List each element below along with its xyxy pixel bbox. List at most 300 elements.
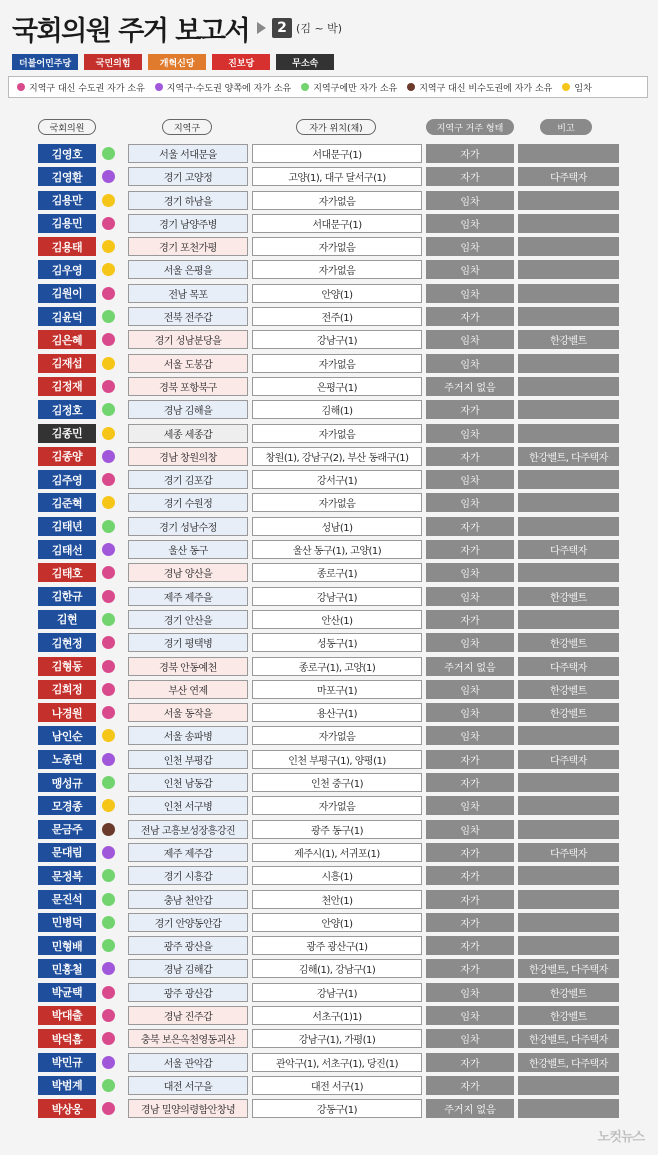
residence-cell: 자가 [426, 447, 514, 466]
ownership-dot-icon [102, 613, 115, 626]
residence-cell: 임차 [426, 237, 514, 256]
ownership-dot-icon [102, 496, 115, 509]
location-cell: 안산(1) [252, 610, 422, 629]
ownership-dot-icon [102, 1102, 115, 1115]
residence-cell: 임차 [426, 680, 514, 699]
table-row [0, 561, 658, 584]
district-cell: 제주 제주을 [128, 587, 248, 606]
member-name: 박덕흠 [38, 1029, 96, 1048]
ownership-dot-icon [102, 823, 115, 836]
table-row [0, 608, 658, 631]
member-name: 김은혜 [38, 330, 96, 349]
member-name: 박범계 [38, 1076, 96, 1095]
ownership-dot-icon [102, 543, 115, 556]
location-cell: 천안(1) [252, 890, 422, 909]
member-name: 김용태 [38, 237, 96, 256]
note-cell: 한강벨트 [518, 330, 619, 349]
ownership-dot-icon [102, 357, 115, 370]
legend-label: 지역구에만 자가 소유 [313, 83, 398, 94]
district-cell: 인천 서구병 [128, 796, 248, 815]
ownership-dot-icon [102, 590, 115, 603]
residence-cell: 임차 [426, 470, 514, 489]
ownership-dot-icon [102, 962, 115, 975]
ownership-dot-icon [102, 194, 115, 207]
note-cell [518, 191, 619, 210]
table-row [0, 189, 658, 212]
note-cell: 한강벨트, 다주택자 [518, 1053, 619, 1072]
residence-cell: 자가 [426, 843, 514, 862]
district-cell: 경기 시흥갑 [128, 866, 248, 885]
ownership-dot-icon [102, 1032, 115, 1045]
location-cell: 은평구(1) [252, 377, 422, 396]
residence-cell: 임차 [426, 493, 514, 512]
ownership-dot-icon [102, 170, 115, 183]
table-row [0, 235, 658, 258]
note-cell [518, 610, 619, 629]
member-name: 김우영 [38, 260, 96, 279]
location-cell: 자가없음 [252, 237, 422, 256]
member-name: 김한규 [38, 587, 96, 606]
residence-cell: 자가 [426, 307, 514, 326]
header-note: 비고 [540, 119, 592, 135]
note-cell: 다주택자 [518, 843, 619, 862]
residence-cell: 임차 [426, 284, 514, 303]
note-cell [518, 354, 619, 373]
location-cell: 자가없음 [252, 796, 422, 815]
note-cell: 다주택자 [518, 540, 619, 559]
residence-cell: 자가 [426, 750, 514, 769]
district-cell: 인천 남동갑 [128, 773, 248, 792]
ownership-dot-icon [102, 660, 115, 673]
legend-dot-icon [301, 83, 309, 91]
party-badge: 국민의힘 [84, 54, 142, 70]
ownership-dot-icon [102, 333, 115, 346]
district-cell: 인천 부평갑 [128, 750, 248, 769]
member-name: 김용만 [38, 191, 96, 210]
location-cell: 전주(1) [252, 307, 422, 326]
district-cell: 전남 고흥보성장흥강진 [128, 820, 248, 839]
location-cell: 고양(1), 대구 달서구(1) [252, 167, 422, 186]
member-name: 김정재 [38, 377, 96, 396]
header-residence: 지역구 거주 형태 [426, 119, 514, 135]
ownership-dot-icon [102, 986, 115, 999]
table-row [0, 305, 658, 328]
note-cell: 다주택자 [518, 657, 619, 676]
district-cell: 서울 은평을 [128, 260, 248, 279]
table-row [0, 957, 658, 980]
residence-cell: 임차 [426, 983, 514, 1002]
location-cell: 김해(1), 강남구(1) [252, 959, 422, 978]
district-cell: 경기 안산을 [128, 610, 248, 629]
note-cell [518, 913, 619, 932]
ownership-dot-icon [102, 893, 115, 906]
district-cell: 서울 송파병 [128, 726, 248, 745]
member-name: 김용민 [38, 214, 96, 233]
location-cell: 용산구(1) [252, 703, 422, 722]
district-cell: 경기 평택병 [128, 633, 248, 652]
members-table [0, 142, 658, 1120]
table-row [0, 258, 658, 281]
residence-cell: 임차 [426, 330, 514, 349]
table-row [0, 352, 658, 375]
member-name: 김형동 [38, 657, 96, 676]
location-cell: 서대문구(1) [252, 144, 422, 163]
party-badge: 진보당 [212, 54, 270, 70]
note-cell: 한강벨트 [518, 703, 619, 722]
district-cell: 전북 전주갑 [128, 307, 248, 326]
residence-cell: 자가 [426, 167, 514, 186]
ownership-dot-icon [102, 1079, 115, 1092]
residence-cell: 임차 [426, 214, 514, 233]
header-name: 국회의원 [38, 119, 96, 135]
legend-label: 지역구 대신 수도권 자가 소유 [29, 83, 145, 94]
note-cell [518, 866, 619, 885]
ownership-dot-icon [102, 1056, 115, 1069]
residence-cell: 주거지 없음 [426, 377, 514, 396]
legend-label: 지역구 대신 비수도권에 자가 소유 [419, 83, 553, 94]
party-badge: 개혁신당 [148, 54, 206, 70]
district-cell: 광주 광산갑 [128, 983, 248, 1002]
ownership-dot-icon [102, 403, 115, 416]
table-row [0, 864, 658, 887]
member-name: 민형배 [38, 936, 96, 955]
location-cell: 강남구(1), 가평(1) [252, 1029, 422, 1048]
residence-cell: 임차 [426, 1006, 514, 1025]
ownership-dot-icon [102, 427, 115, 440]
residence-cell: 임차 [426, 563, 514, 582]
location-cell: 광주 광산구(1) [252, 936, 422, 955]
legend-item [155, 81, 291, 94]
table-row [0, 538, 658, 561]
location-cell: 자가없음 [252, 260, 422, 279]
location-cell: 서대문구(1) [252, 214, 422, 233]
table-row [0, 398, 658, 421]
residence-cell: 임차 [426, 726, 514, 745]
ownership-dot-icon [102, 520, 115, 533]
residence-cell: 임차 [426, 1029, 514, 1048]
ownership-dot-icon [102, 869, 115, 882]
table-row [0, 841, 658, 864]
residence-cell: 임차 [426, 633, 514, 652]
table-row [0, 818, 658, 841]
table-row [0, 771, 658, 794]
residence-cell: 자가 [426, 400, 514, 419]
member-name: 문정복 [38, 866, 96, 885]
residence-cell: 임차 [426, 796, 514, 815]
location-cell: 자가없음 [252, 424, 422, 443]
note-cell [518, 284, 619, 303]
member-name: 김정호 [38, 400, 96, 419]
member-name: 김태년 [38, 517, 96, 536]
ownership-dot-icon [102, 450, 115, 463]
location-cell: 관악구(1), 서초구(1), 당진(1) [252, 1053, 422, 1072]
note-cell [518, 1099, 619, 1118]
location-cell: 자가없음 [252, 493, 422, 512]
residence-cell: 임차 [426, 260, 514, 279]
district-cell: 부산 연제 [128, 680, 248, 699]
table-row [0, 165, 658, 188]
residence-cell: 자가 [426, 936, 514, 955]
member-name: 김희정 [38, 680, 96, 699]
table-row [0, 328, 658, 351]
member-name: 김재섭 [38, 354, 96, 373]
member-name: 김현정 [38, 633, 96, 652]
legend-item [17, 81, 145, 94]
district-cell: 서울 서대문을 [128, 144, 248, 163]
ownership-dot-icon [102, 240, 115, 253]
table-row [0, 1027, 658, 1050]
ownership-dot-icon [102, 566, 115, 579]
header-location: 자가 위치(채) [296, 119, 376, 135]
location-cell: 안양(1) [252, 284, 422, 303]
table-row [0, 794, 658, 817]
district-cell: 경기 김포갑 [128, 470, 248, 489]
member-name: 김영환 [38, 167, 96, 186]
watermark-logo: 노컷뉴스 [597, 1130, 644, 1145]
ownership-dot-icon [102, 753, 115, 766]
member-name: 김현 [38, 610, 96, 629]
residence-cell: 자가 [426, 866, 514, 885]
residence-cell: 임차 [426, 820, 514, 839]
member-name: 모경종 [38, 796, 96, 815]
legend-item [407, 81, 552, 94]
table-row [0, 142, 658, 165]
location-cell: 김해(1) [252, 400, 422, 419]
note-cell: 한강벨트, 다주택자 [518, 959, 619, 978]
location-cell: 강남구(1) [252, 330, 422, 349]
location-cell: 마포구(1) [252, 680, 422, 699]
note-cell: 한강벨트, 다주택자 [518, 447, 619, 466]
legend-item [301, 81, 397, 94]
note-cell [518, 773, 619, 792]
location-cell: 서초구(1)1) [252, 1006, 422, 1025]
member-name: 민홍철 [38, 959, 96, 978]
page-title: 국회의원 주거 보고서 [12, 15, 250, 47]
location-cell: 강남구(1) [252, 983, 422, 1002]
district-cell: 경기 하남을 [128, 191, 248, 210]
district-cell: 경기 포천가평 [128, 237, 248, 256]
member-name: 김태호 [38, 563, 96, 582]
district-cell: 경기 성남분당을 [128, 330, 248, 349]
district-cell: 충북 보은옥천영동괴산 [128, 1029, 248, 1048]
member-name: 민병덕 [38, 913, 96, 932]
residence-cell: 임차 [426, 703, 514, 722]
member-name: 김준혁 [38, 493, 96, 512]
note-cell [518, 517, 619, 536]
note-cell: 다주택자 [518, 167, 619, 186]
location-cell: 강남구(1) [252, 587, 422, 606]
note-cell [518, 260, 619, 279]
table-row [0, 655, 658, 678]
member-name: 김태선 [38, 540, 96, 559]
note-cell: 한강벨트 [518, 983, 619, 1002]
play-arrow-icon [257, 22, 266, 34]
district-cell: 서울 도봉갑 [128, 354, 248, 373]
location-cell: 인천 부평구(1), 양평(1) [252, 750, 422, 769]
member-name: 노종면 [38, 750, 96, 769]
ownership-dot-icon [102, 799, 115, 812]
table-row [0, 678, 658, 701]
ownership-dot-icon [102, 706, 115, 719]
party-badge: 무소속 [276, 54, 334, 70]
part-number-badge: 2 [272, 18, 292, 38]
note-cell: 한강벨트 [518, 633, 619, 652]
ownership-dot-icon [102, 380, 115, 393]
table-row [0, 934, 658, 957]
member-name: 문진석 [38, 890, 96, 909]
location-cell: 시흥(1) [252, 866, 422, 885]
district-cell: 경남 양산을 [128, 563, 248, 582]
location-cell: 자가없음 [252, 191, 422, 210]
residence-cell: 자가 [426, 1053, 514, 1072]
table-row [0, 1051, 658, 1074]
legend-item [562, 81, 591, 94]
member-name: 남인순 [38, 726, 96, 745]
ownership-dot-icon [102, 729, 115, 742]
legend-dot-icon [17, 83, 25, 91]
legend-label: 임차 [574, 83, 592, 94]
table-row [0, 491, 658, 514]
note-cell [518, 1076, 619, 1095]
district-cell: 경남 밀양의령함안창녕 [128, 1099, 248, 1118]
district-cell: 충남 천안갑 [128, 890, 248, 909]
legend-dot-icon [407, 83, 415, 91]
note-cell: 한강벨트 [518, 680, 619, 699]
note-cell [518, 820, 619, 839]
location-cell: 종로구(1) [252, 563, 422, 582]
district-cell: 세종 세종갑 [128, 424, 248, 443]
table-row [0, 375, 658, 398]
location-cell: 성남(1) [252, 517, 422, 536]
member-name: 김종민 [38, 424, 96, 443]
member-name: 김주영 [38, 470, 96, 489]
note-cell: 한강벨트, 다주택자 [518, 1029, 619, 1048]
district-cell: 경북 포항북구 [128, 377, 248, 396]
residence-cell: 임차 [426, 424, 514, 443]
location-cell: 강동구(1) [252, 1099, 422, 1118]
ownership-dot-icon [102, 1009, 115, 1022]
ownership-dot-icon [102, 473, 115, 486]
ownership-dot-icon [102, 217, 115, 230]
location-cell: 울산 동구(1), 고양(1) [252, 540, 422, 559]
district-cell: 경남 창원의창 [128, 447, 248, 466]
location-cell: 제주시(1), 서귀포(1) [252, 843, 422, 862]
district-cell: 서울 관악갑 [128, 1053, 248, 1072]
table-row [0, 1004, 658, 1027]
note-cell [518, 936, 619, 955]
district-cell: 경기 수원정 [128, 493, 248, 512]
table-row [0, 422, 658, 445]
location-cell: 강서구(1) [252, 470, 422, 489]
table-row [0, 468, 658, 491]
note-cell [518, 424, 619, 443]
location-cell: 창원(1), 강남구(2), 부산 동래구(1) [252, 447, 422, 466]
ownership-dot-icon [102, 776, 115, 789]
residence-cell: 자가 [426, 773, 514, 792]
note-cell: 한강벨트 [518, 1006, 619, 1025]
member-name: 문금주 [38, 820, 96, 839]
ownership-dot-icon [102, 916, 115, 929]
report-header [12, 8, 342, 48]
table-row [0, 1097, 658, 1120]
member-name: 박민규 [38, 1053, 96, 1072]
legend-dot-icon [155, 83, 163, 91]
location-cell: 종로구(1), 고양(1) [252, 657, 422, 676]
ownership-dot-icon [102, 263, 115, 276]
ownership-dot-icon [102, 147, 115, 160]
district-cell: 경기 고양정 [128, 167, 248, 186]
member-name: 김영호 [38, 144, 96, 163]
party-legend [12, 54, 334, 70]
district-cell: 경남 김해을 [128, 400, 248, 419]
note-cell [518, 470, 619, 489]
district-cell: 경남 김해갑 [128, 959, 248, 978]
name-range: (김 ~ 박) [296, 22, 343, 35]
district-cell: 경기 성남수정 [128, 517, 248, 536]
note-cell: 한강벨트 [518, 587, 619, 606]
residence-cell: 자가 [426, 959, 514, 978]
location-cell: 안양(1) [252, 913, 422, 932]
table-row [0, 585, 658, 608]
note-cell [518, 400, 619, 419]
residence-cell: 자가 [426, 890, 514, 909]
residence-cell: 자가 [426, 913, 514, 932]
member-name: 박대출 [38, 1006, 96, 1025]
member-name: 박균택 [38, 983, 96, 1002]
district-cell: 전남 목포 [128, 284, 248, 303]
residence-cell: 자가 [426, 1076, 514, 1095]
ownership-dot-icon [102, 636, 115, 649]
table-row [0, 445, 658, 468]
residence-cell: 임차 [426, 191, 514, 210]
note-cell [518, 144, 619, 163]
location-cell: 자가없음 [252, 354, 422, 373]
location-cell: 대전 서구(1) [252, 1076, 422, 1095]
ownership-dot-icon [102, 310, 115, 323]
member-name: 김윤덕 [38, 307, 96, 326]
table-row [0, 724, 658, 747]
district-cell: 대전 서구을 [128, 1076, 248, 1095]
table-row [0, 701, 658, 724]
location-cell: 인천 중구(1) [252, 773, 422, 792]
member-name: 나경원 [38, 703, 96, 722]
member-name: 문대림 [38, 843, 96, 862]
note-cell [518, 214, 619, 233]
note-cell [518, 563, 619, 582]
member-name: 박상웅 [38, 1099, 96, 1118]
member-name: 김종양 [38, 447, 96, 466]
residence-cell: 자가 [426, 144, 514, 163]
district-cell: 경북 안동예천 [128, 657, 248, 676]
header-district: 지역구 [162, 119, 212, 135]
note-cell [518, 726, 619, 745]
note-cell [518, 377, 619, 396]
table-row [0, 282, 658, 305]
residence-cell: 자가 [426, 517, 514, 536]
district-cell: 경기 남양주병 [128, 214, 248, 233]
table-row [0, 212, 658, 235]
member-name: 김원이 [38, 284, 96, 303]
residence-cell: 자가 [426, 610, 514, 629]
district-cell: 경기 안양동안갑 [128, 913, 248, 932]
table-row [0, 748, 658, 771]
residence-cell: 자가 [426, 540, 514, 559]
location-cell: 성동구(1) [252, 633, 422, 652]
table-row [0, 631, 658, 654]
note-cell [518, 796, 619, 815]
dot-legend [8, 76, 648, 98]
district-cell: 경남 진주갑 [128, 1006, 248, 1025]
